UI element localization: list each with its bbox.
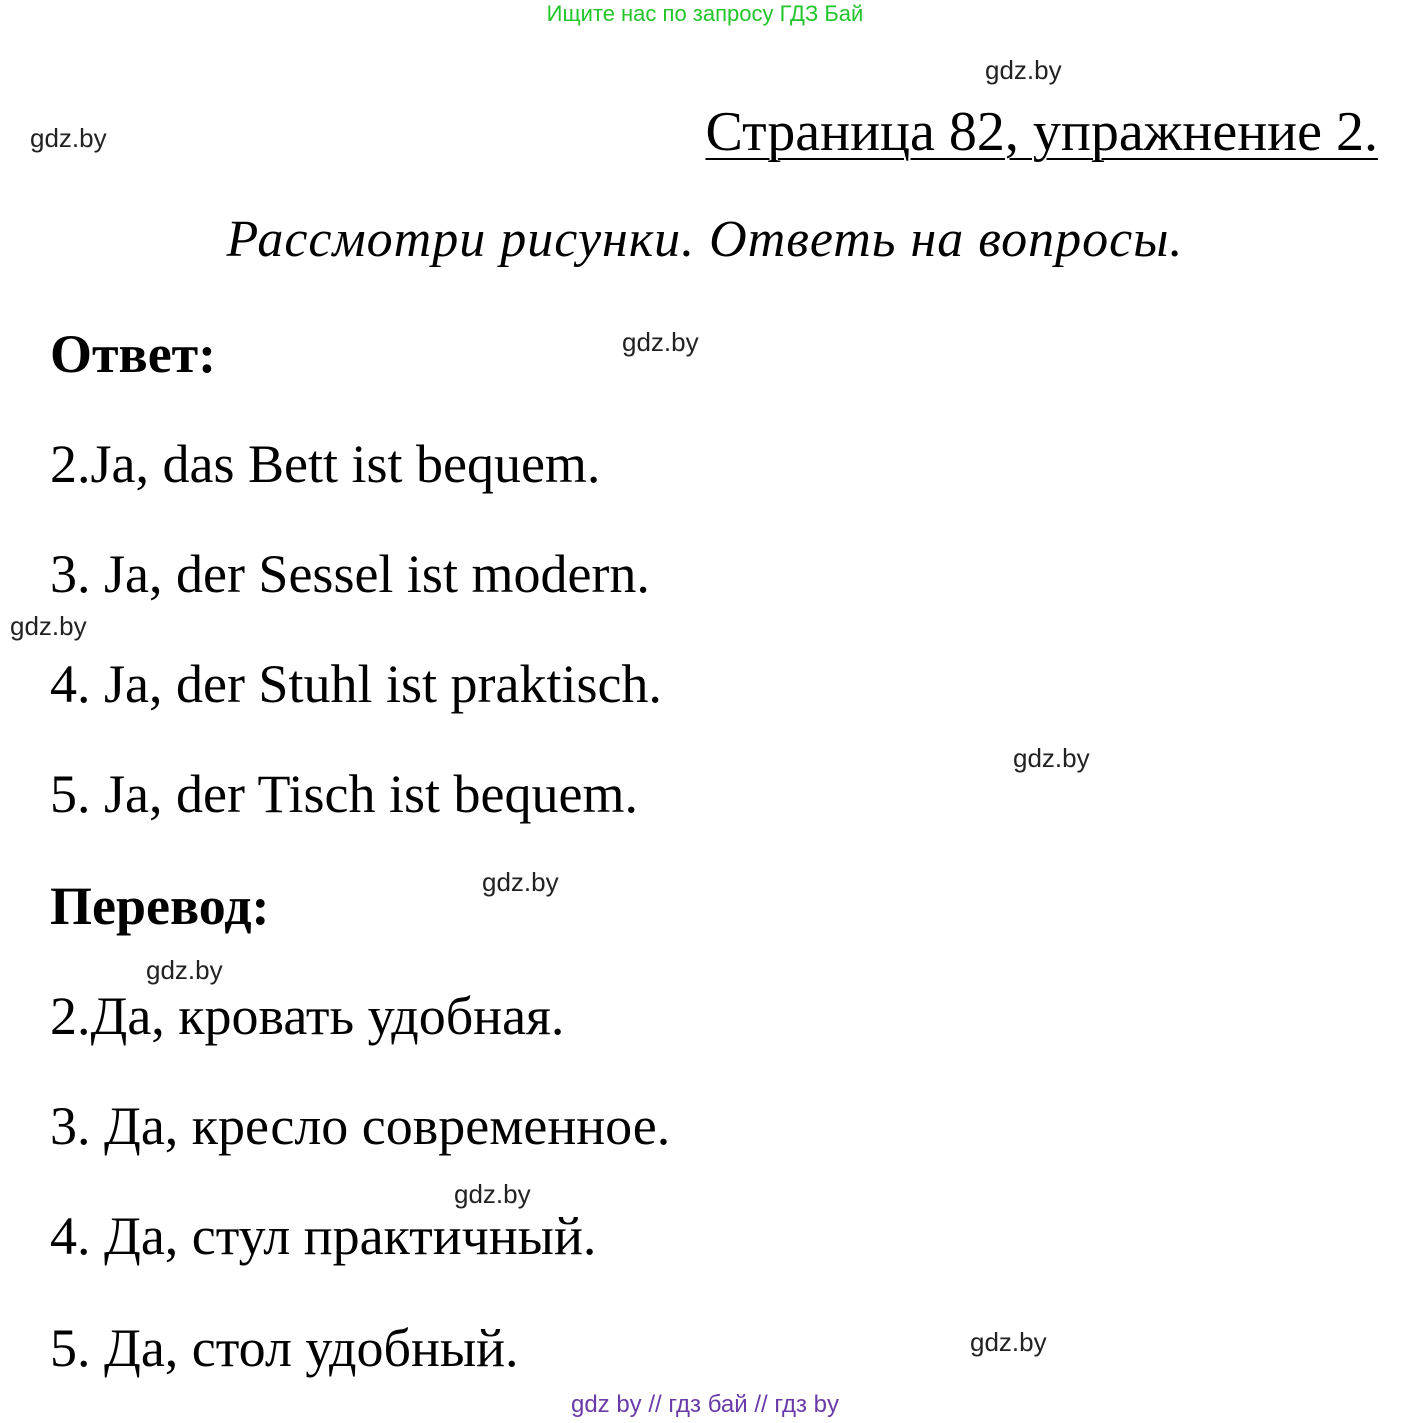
watermark: gdz.by [985, 55, 1062, 85]
answer-line: 5. Ja, der Tisch ist bequem. [50, 764, 638, 824]
answer-line: 2.Ja, das Bett ist bequem. [50, 434, 601, 494]
task-instruction: Рассмотри рисунки. Ответь на вопросы. [226, 211, 1184, 268]
translation-line: 4. Да, стул практичный. [50, 1206, 597, 1266]
translation-line: 5. Да, стол удобный. [50, 1318, 519, 1378]
translation-line: 3. Да, кресло современное. [50, 1096, 671, 1156]
answer-line: 3. Ja, der Sessel ist modern. [50, 544, 650, 604]
watermark: gdz.by [146, 955, 223, 985]
translation-line: 2.Да, кровать удобная. [50, 986, 565, 1046]
answer-heading: Ответ: [50, 324, 217, 384]
watermark: gdz.by [10, 611, 87, 641]
search-banner: Ищите нас по запросу ГДЗ Бай [546, 1, 864, 26]
watermark: gdz.by [1013, 743, 1090, 773]
translation-heading: Перевод: [50, 876, 270, 936]
watermark: gdz.by [454, 1179, 531, 1209]
page-title: Страница 82, упражнение 2. [705, 101, 1378, 163]
watermark: gdz.by [30, 123, 107, 153]
answer-line: 4. Ja, der Stuhl ist praktisch. [50, 654, 662, 714]
watermark: gdz.by [482, 867, 559, 897]
watermark: gdz.by [622, 327, 699, 357]
footer-links: gdz by // гдз бай // гдз by [570, 1391, 840, 1418]
watermark: gdz.by [970, 1327, 1047, 1357]
